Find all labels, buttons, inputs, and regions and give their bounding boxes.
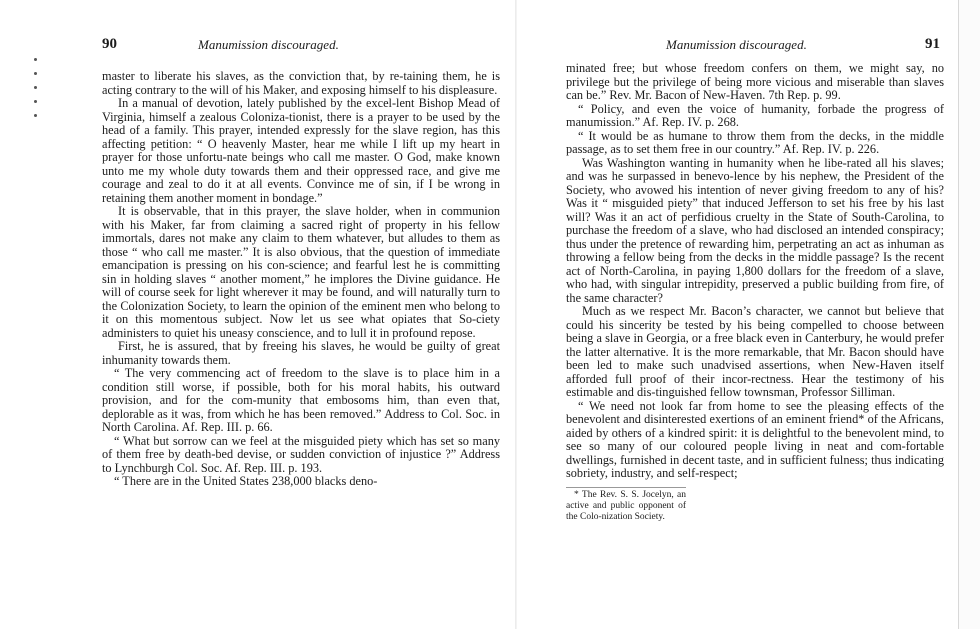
running-title: Manumission discouraged. (198, 37, 339, 52)
quotation: “ The very commencing act of freedom to the slave is to place him in a condition still worse, if possible, both for his moral habits, his outward provision, and for the com-munity that embosoms him, than even that, deplorable as it was, from which he has been removed.” Address to Col. Soc. in North Carolina. Af. Rep. III. p. 66. (102, 366, 500, 434)
margin-marks (30, 58, 40, 128)
paragraph: master to liberate his slaves, as the conviction that, by re-taining them, he is acting contrary to the will of his Maker, and exposing himself to his displeasure. (102, 69, 500, 97)
right-page-body (566, 62, 944, 523)
quotation: “ What but sorrow can we feel at the misguided piety which has set so many of them free by death-bed devise, or sudden conviction of injustice ?” Address to Lynchburgh Col. Soc. Af. Rep. III. p. 193. (102, 433, 500, 475)
paragraph: It is observable, that in this prayer, the slave holder, when in communion with his Maker, far from claiming a sacred right of property in his fellow immortals, dares not make any claim to them whatever, but alludes to them as those “ who call me master.” It is also obvious, that the question of immediate emancipation is pressing on his con-science; and fearful lest he is committing sin in holding slaves “ another moment,” he implores the Divine guidance. He will of course seek for light wherever it may be found, and will naturally turn to the Colonization Society, to learn the opinion of the eminent men who belong to it on this momentous subject. Now let us see what opiates that So-ciety administers to quiet his uneasy conscience, and to lull it in profound repose. (102, 204, 500, 340)
paragraph: Was Washington wanting in humanity when he libe-rated all his slaves; and was he surpassed in benevo-lence by his nephew, the President of the Society, who avowed his intention of never giving freedom to any of his? Was it “ misguided piety” that induced Jefferson to set his free by his last will? Was it an act of perfidious cruelty in the State of South-Carolina, to purchase the freedom of a slave, who had disclosed an intended conspiracy; thus under the pretence of rewarding him, perpetrating an act as inhuman as throwing a fellow being from the decks in the middle passage? Is the recent act of North-Carolina, in paying 1,800 dollars for the freedom of a slave, who had, with singular intrepidity, preserved a public building from fire, of the same character? (566, 155, 944, 305)
left-page-header (102, 36, 500, 56)
right-page (566, 36, 944, 523)
page-edge (958, 0, 980, 629)
paragraph: First, he is assured, that by freeing his slaves, he would be guilty of great inhumanity towards them. (102, 339, 500, 367)
gutter (515, 0, 517, 629)
paragraph: Much as we respect Mr. Bacon’s character, we cannot but believe that could his sincerity be tested by his being compelled to choose between being a slave in Georgia, or a free black even in Canterbury, he would prefer the latter alternative. It is the more remarkable, that Mr. Bacon should have been led to make such unadvised assertions, when New-Haven itself afforded full proof of their incor-rectness. Hear the testimony of his estimable and dis-tinguished fellow townsman, Professor Silliman. (566, 304, 944, 399)
page-number: 90 (102, 36, 117, 52)
left-page-body (102, 70, 500, 489)
footnote (566, 487, 686, 523)
paragraph: In a manual of devotion, lately published by the excel-lent Bishop Mead of Virginia, himself a zealous Coloniza-tionist, there is a prayer to be used by the head of a family. This prayer, intended expressly for the slave region, has this affecting petition: “ O heavenly Master, hear me while I lift up my heart in prayer for those unfortu-nate beings who call me master. O God, make known unto me my whole duty towards them and their oppressed race, and give me courage and zeal to do it at all events. Convince me of sin, if I be wrong in retaining them another moment in bondage.” (102, 96, 500, 205)
right-page-header (566, 36, 944, 56)
left-page (102, 36, 500, 489)
paragraph: minated free; but whose freedom confers on them, we might say, no privilege but the privilege of being more vicious and miserable than slaves can be.” Rev. Mr. Bacon of New-Haven. 7th Rep. p. 99. (566, 61, 944, 102)
running-title: Manumission discouraged. (666, 37, 807, 52)
quotation: “ Policy, and even the voice of humanity, forbade the progress of manumission.” Af. Rep. IV. p. 268. (566, 101, 944, 129)
page-number: 91 (925, 36, 940, 52)
quotation: “ We need not look far from home to see the pleasing effects of the benevolent and disinterested exertions of an eminent friend* of the Africans, aided by others of a kindred spirit: it is delightful to the benevolent mind, to see so many of our coloured people living in neat and com-fortable dwellings, furnished in decent taste, and in sufficient fulness; thus indicating sobriety, industry, and self-respect; (566, 398, 944, 480)
footnote-text: * The Rev. S. S. Jocelyn, an active and public opponent of the Colo-nization Society. (566, 489, 686, 522)
quotation: “ It would be as humane to throw them from the decks, in the middle passage, as to set them free in our country.” Af. Rep. IV. p. 226. (566, 128, 944, 156)
quotation: “ There are in the United States 238,000 blacks deno- (114, 474, 378, 488)
